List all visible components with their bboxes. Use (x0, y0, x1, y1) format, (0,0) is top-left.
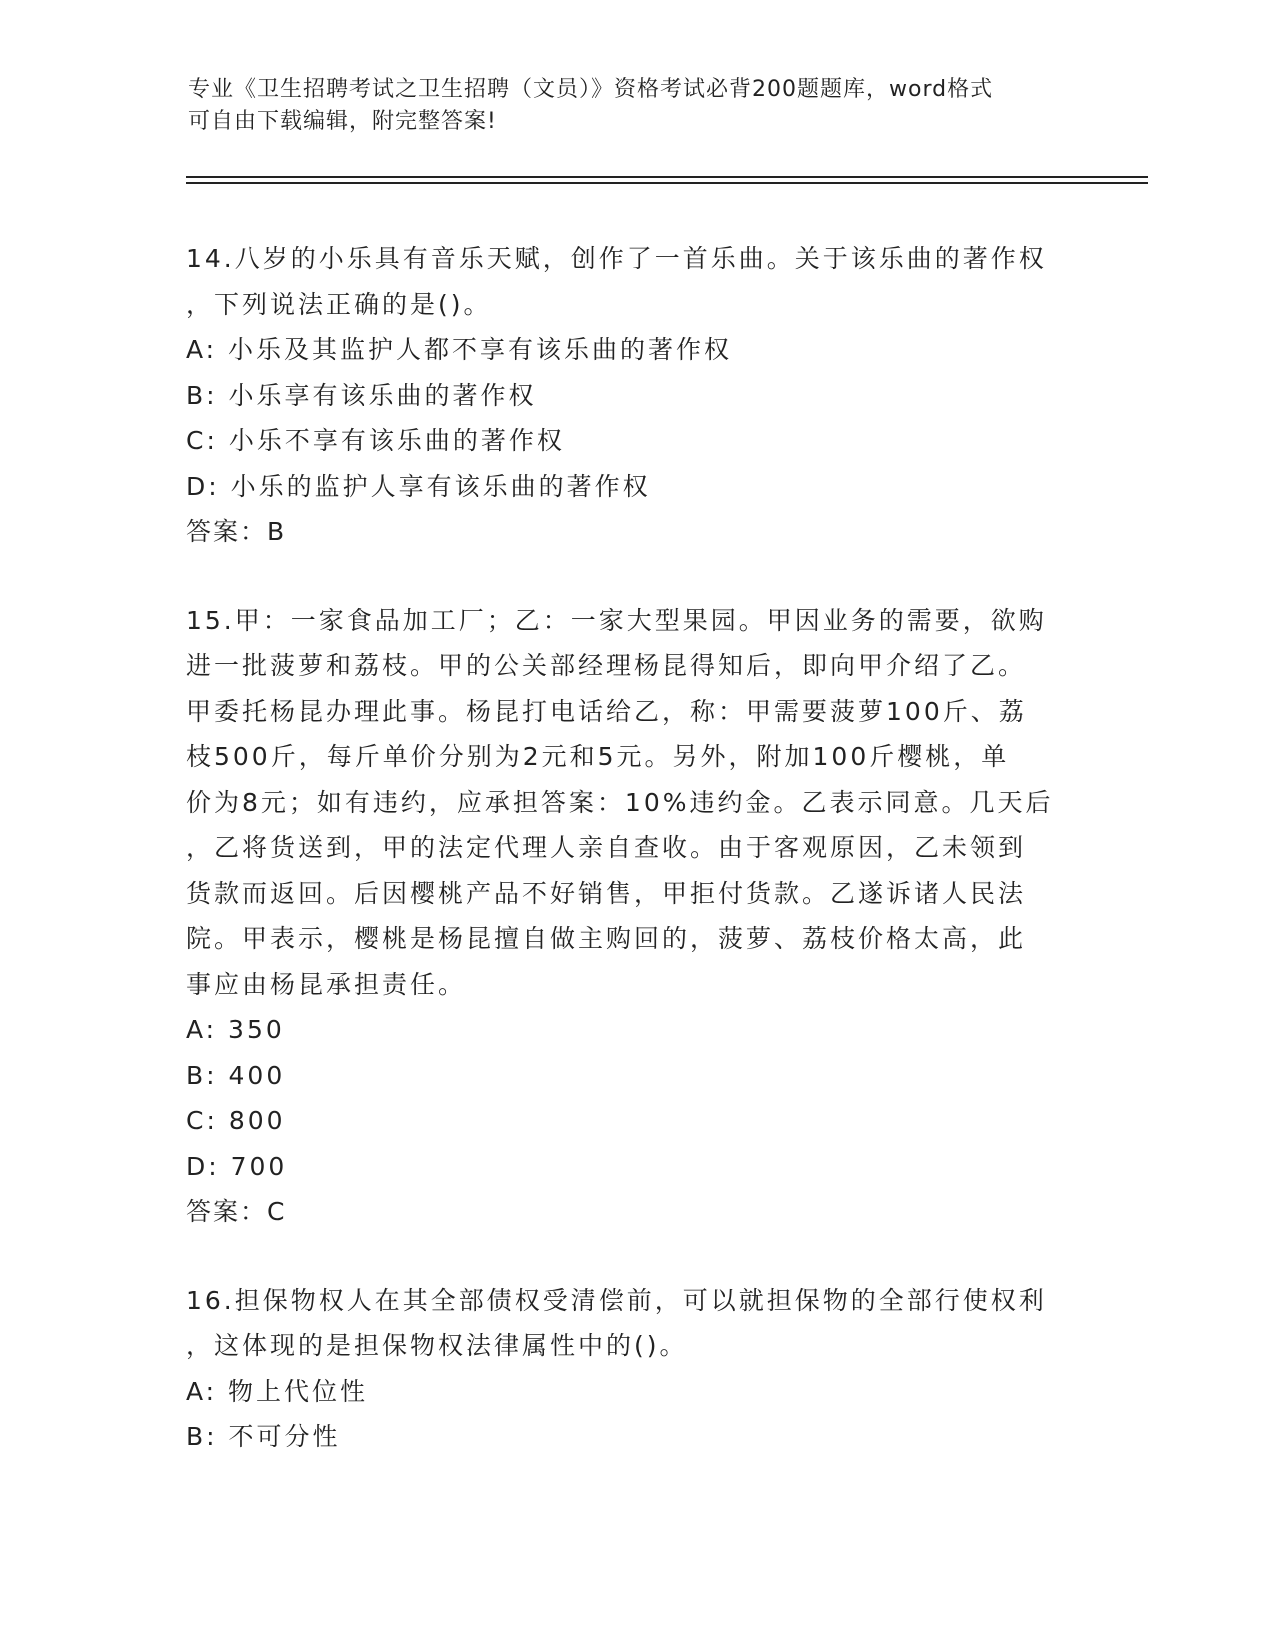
option-c: C: 800 (186, 1106, 286, 1135)
document-header (188, 74, 1068, 138)
stem-line: 价为8元；如有违约，应承担答案：10%违约金。乙表示同意。几天后 (186, 787, 1054, 817)
question-15 (186, 598, 1086, 1235)
option-a: A: 小乐及其监护人都不享有该乐曲的著作权 (186, 335, 733, 364)
question-stem (186, 598, 1086, 1008)
stem-line: 货款而返回。后因樱桃产品不好销售，甲拒付货款。乙遂诉诸人民法 (186, 878, 1027, 908)
stem-line: 16.担保物权人在其全部债权受清偿前，可以就担保物的全部行使权利 (186, 1285, 1047, 1315)
question-stem (186, 236, 1086, 327)
stem-line: 院。甲表示，樱桃是杨昆擅自做主购回的，菠萝、荔枝价格太高，此 (186, 924, 1027, 953)
option-b: B: 不可分性 (186, 1422, 341, 1451)
question-list (186, 236, 1086, 1460)
stem-line: 15.甲：一家食品加工厂；乙：一家大型果园。甲因业务的需要，欲购 (186, 605, 1047, 635)
stem-line: 甲委托杨昆办理此事。杨昆打电话给乙，称：甲需要菠萝100斤、荔 (186, 696, 1027, 726)
option-a: A: 350 (186, 1015, 285, 1044)
stem-line: 事应由杨昆承担责任。 (186, 969, 467, 999)
answer: 答案：B (186, 517, 287, 546)
option-d: D: 700 (186, 1151, 288, 1181)
option-c: C: 小乐不享有该乐曲的著作权 (186, 426, 565, 455)
stem-line: 枝500斤，每斤单价分别为2元和5元。另外，附加100斤樱桃，单 (186, 742, 1010, 771)
stem-line: ，这体现的是担保物权法律属性中的()。 (186, 1331, 688, 1360)
header-line-2: 可自由下载编辑，附完整答案! (188, 109, 497, 134)
header-divider-bottom (186, 182, 1148, 184)
answer: 答案：C (186, 1197, 287, 1226)
question-stem (186, 1278, 1086, 1369)
option-b: B: 400 (186, 1060, 286, 1090)
question-16 (186, 1278, 1086, 1460)
option-b: B: 小乐享有该乐曲的著作权 (186, 380, 537, 410)
stem-line: 进一批菠萝和荔枝。甲的公关部经理杨昆得知后，即向甲介绍了乙。 (186, 651, 1027, 680)
option-d: D: 小乐的监护人享有该乐曲的著作权 (186, 471, 651, 501)
option-a: A: 物上代位性 (186, 1376, 369, 1406)
stem-line: 14.八岁的小乐具有音乐天赋，创作了一首乐曲。关于该乐曲的著作权 (186, 244, 1047, 273)
header-line-1: 专业《卫生招聘考试之卫生招聘（文员）》资格考试必背200题题库，word格式 (188, 77, 994, 102)
stem-line: ，乙将货送到，甲的法定代理人亲自查收。由于客观原因，乙未领到 (186, 833, 1027, 862)
stem-line: ，下列说法正确的是()。 (186, 289, 492, 319)
header-divider-top (186, 176, 1148, 178)
question-14 (186, 236, 1086, 555)
